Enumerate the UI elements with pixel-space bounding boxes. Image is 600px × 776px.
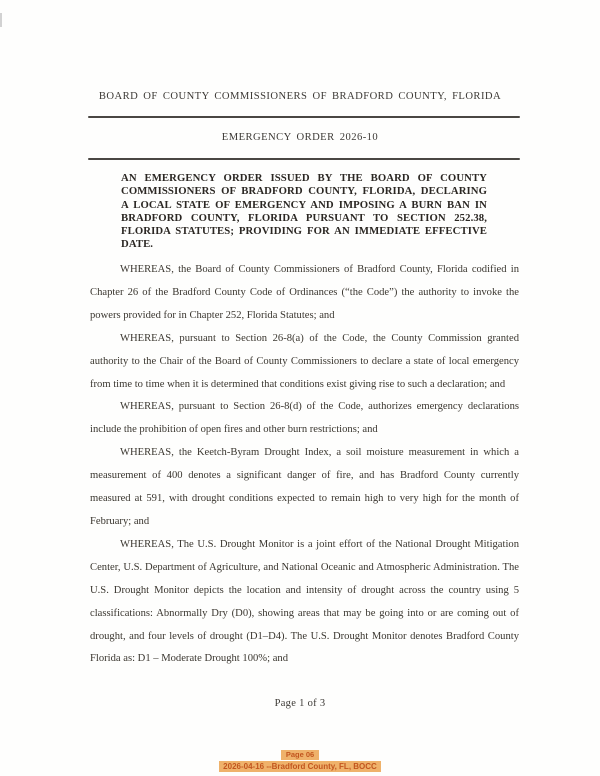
order-title-line: FLORIDA STATUTES; PROVIDING FOR AN IMMEDIATE EFFECTIVE xyxy=(121,225,487,238)
order-title-line: DATE. xyxy=(121,238,154,251)
order-title-line: AN EMERGENCY ORDER ISSUED BY THE BOARD OF COUNTY xyxy=(121,172,487,184)
order-number-line: EMERGENCY ORDER 2026-10 xyxy=(221,132,379,143)
whereas-paragraph-3: WHEREAS, pursuant to Section 26-8(d) of the Code, authorizes emergency declarations include the prohibition of open fires and other burn restrictions; and xyxy=(90,401,519,436)
horizontal-rule-top xyxy=(88,116,520,118)
page-number-footer: Page 1 of 3 xyxy=(274,698,326,709)
scan-edge-artifact xyxy=(0,13,2,27)
pdf-annotation-label[interactable] xyxy=(0,750,600,772)
document-header-title: BOARD OF COUNTY COMMISSIONERS OF BRADFORD COUNTY, FLORIDA xyxy=(98,91,502,102)
whereas-paragraph-2: WHEREAS, pursuant to Section 26-8(a) of the Code, the County Commission granted authority to the Chair of the Board of County Commissioners to declare a state of local emergency from time to time when it is determined that conditions exist giving rise to such a declaration; and xyxy=(90,332,519,390)
annotation-source-label[interactable]: 2026-04-16 --Bradford County, FL, BOCC xyxy=(219,761,381,772)
order-title-line: COMMISSIONERS OF BRADFORD COUNTY, FLORIDA, DECLARING xyxy=(121,185,487,198)
whereas-paragraph-1: WHEREAS, the Board of County Commissioners of Bradford County, Florida codified in Chapter 26 of the Bradford County Code of Ordinances (“the Code”) the authority to invoke the powers provided for in Chapter 252, Florida Statutes; and xyxy=(90,264,519,321)
order-title-block xyxy=(121,172,487,252)
horizontal-rule-bottom xyxy=(88,158,520,160)
order-title-line: A LOCAL STATE OF EMERGENCY AND IMPOSING A BURN BAN IN xyxy=(121,198,487,211)
annotation-page-label[interactable]: Page 06 xyxy=(281,750,319,760)
whereas-paragraph-4: WHEREAS, the Keetch-Byram Drought Index, a soil moisture measurement in which a measurement of 400 denotes a significant danger of fire, and has Bradford County currently measured at 591, with drought conditions expected to remain high to very high for the month of February; and xyxy=(90,447,519,527)
whereas-paragraph-5: WHEREAS, The U.S. Drought Monitor is a joint effort of the National Drought Mitigation Center, U.S. Department of Agriculture, and National Oceanic and Atmospheric Administration. The U.S. Drought Monitor depicts the location and intensity of drought across the country using 5 classifications: Abnormally Dry (D0), showing areas that may be going into or are coming out of drought, and four levels of drought (D1–D4). The U.S. Drought Monitor denotes Bradford County Florida as: D1 – Moderate Drought 100%; and xyxy=(90,538,519,665)
document-body xyxy=(90,259,519,671)
order-title-line: BRADFORD COUNTY, FLORIDA PURSUANT TO SECTION 252.38, xyxy=(121,211,487,224)
